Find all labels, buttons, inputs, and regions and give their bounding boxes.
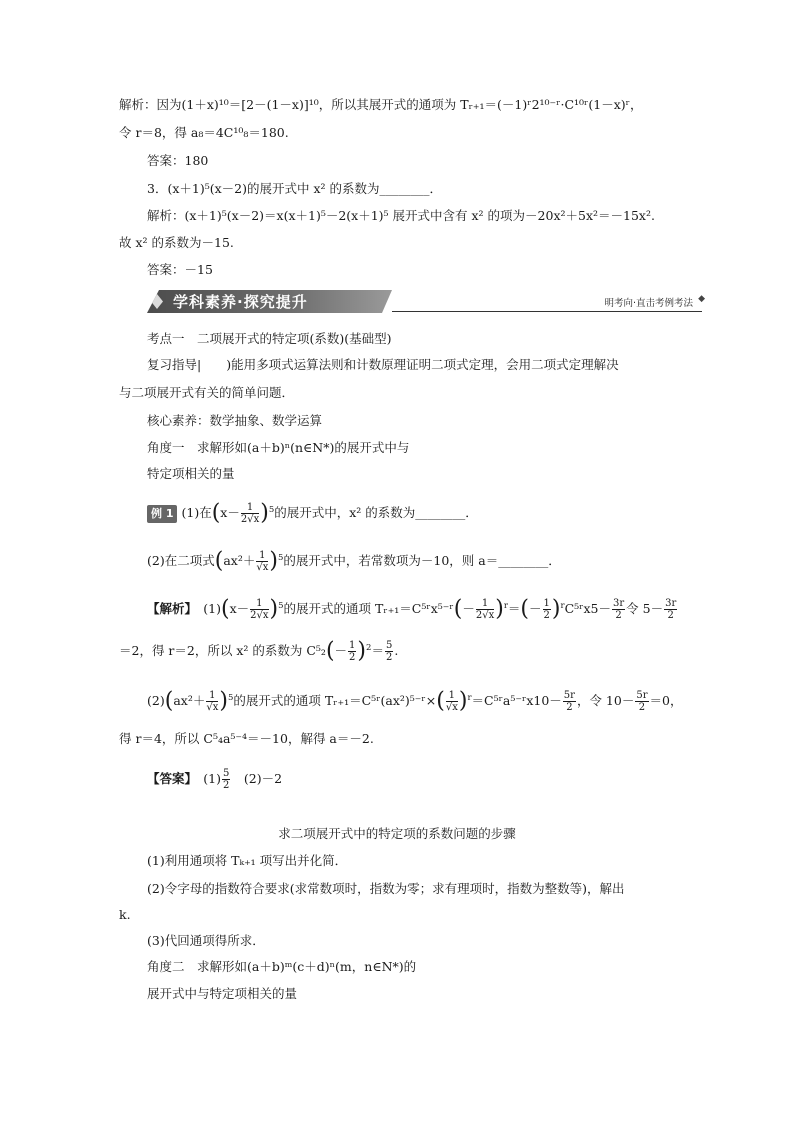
- fraction-1-over-2sqrtx: [476, 598, 494, 621]
- frac-num: 3r: [665, 598, 677, 609]
- jiexi-1-tail: C⁵ʳx5－: [564, 601, 611, 616]
- review-line1: 复习指导| )能用多项式运算法则和计数原理证明二项式定理，会用二项式定理解决: [147, 357, 619, 372]
- frac-num: 5: [385, 640, 393, 651]
- paren-left: (: [325, 638, 335, 664]
- paren-left: (: [214, 548, 224, 574]
- banner-title: 学科素养·探究提升: [173, 293, 308, 311]
- answer-part1: (1): [203, 771, 221, 786]
- example-q2-suffix: 的展开式中，若常数项为－10，则 a＝________．: [283, 553, 561, 568]
- ax2-plus: ax²＋: [223, 553, 256, 568]
- power-5: 5: [268, 504, 275, 515]
- frac-num: 1: [349, 640, 356, 651]
- answer-3: 答案：－15: [147, 262, 213, 277]
- frac-num: 1: [543, 598, 550, 609]
- jiexi-2-prefix: (2): [147, 693, 165, 708]
- step-2-line2: k.: [119, 907, 131, 922]
- answer-line: [147, 768, 282, 791]
- question-3: 3．(x＋1)⁵(x－2)的展开式中 x² 的系数为________．: [147, 181, 442, 196]
- frac-num: 3r: [612, 598, 625, 609]
- step-3: (3)代回通项得所求．: [147, 933, 265, 948]
- frac-num: 1: [256, 550, 268, 562]
- banner-subtitle: 明考向·直击考例考法: [604, 298, 693, 309]
- diamond-icon: ◆: [698, 294, 705, 304]
- paren-right: ): [357, 638, 367, 664]
- fraction-1-over-2sqrtx: [241, 502, 259, 525]
- frac-num: 1: [250, 598, 268, 610]
- frac-num: 1: [476, 598, 494, 610]
- frac-den: √x: [256, 562, 269, 573]
- jiexi-2-tail: ＝C⁵ʳa⁵⁻ʳx10－: [471, 693, 562, 708]
- step-1: (1)利用通项将 Tₖ₊₁ 项写出并化简．: [147, 853, 348, 868]
- jiexi-2-end2: ＝0，: [649, 693, 683, 708]
- power-5: 5: [278, 600, 284, 611]
- paren-right: ): [495, 596, 504, 622]
- section-banner: [147, 289, 707, 315]
- frac-num: 1: [446, 690, 458, 702]
- core-literacy: 核心素养：数学抽象、数学运算: [147, 413, 323, 428]
- paren-left: (: [221, 596, 230, 622]
- paren-right: ): [269, 548, 278, 574]
- fraction-5-over-2: [385, 640, 393, 663]
- fraction-1-over-sqrtx: [206, 690, 218, 713]
- minus-sign: －: [529, 601, 542, 616]
- fraction-half: [348, 640, 356, 663]
- minus-sign: －: [334, 643, 348, 658]
- frac-den: 2: [615, 610, 622, 621]
- jiexi-2-mid: 的展开式的通项 Tᵣ₊₁＝C⁵ʳ(ax²)⁵⁻ʳ×: [233, 693, 437, 708]
- frac-num: 1: [241, 502, 259, 514]
- frac-num: 1: [206, 690, 218, 702]
- angle2-line1: 角度二 求解形如(a＋b)ᵐ(c＋d)ⁿ(m，n∈N*)的: [147, 959, 417, 974]
- frac-den: 2: [543, 610, 550, 621]
- power-r: r: [467, 692, 472, 703]
- fraction-5-over-2: [222, 768, 230, 791]
- paren-left: (: [211, 500, 221, 526]
- fraction-3-over-2: [664, 598, 677, 621]
- step-2-line1: (2)令字母的指数符合要求(求常数项时，指数为零；求有理项时，指数为整数等)，解出: [147, 881, 625, 896]
- frac-den: 2: [667, 610, 674, 621]
- paren-left: (: [453, 596, 463, 622]
- paren-right: ): [219, 688, 228, 714]
- angle1-line1: 角度一 求解形如(a＋b)ⁿ(n∈N*)的展开式中与: [147, 440, 410, 455]
- summary-title: 求二项展开式中的特定项的系数问题的步骤: [278, 826, 516, 841]
- x-minus: x－: [220, 505, 240, 520]
- jiexi-2-line1: [147, 690, 682, 713]
- fraction-1-over-2sqrtx: [250, 598, 268, 621]
- frac-num: 5r: [636, 690, 648, 701]
- power-r: r: [503, 600, 508, 611]
- banner-rule: [392, 311, 702, 312]
- x-minus: x－: [229, 601, 250, 616]
- jiexi-1-line1: 【解析】 (1)(x－ $\frac{1}{2√x}$ )$^5$的展开式的通项 Tᵣ₊₁＝C⁵ʳx⁵⁻ʳ(－ $\frac{1}{2√x}$ )$^r$＝(－ $\frac{1}{2}$ )$^r$C⁵ʳx5－ $\frac{3r}{2}$ 令 5－ $\frac{3r}{2}$: [147, 596, 677, 622]
- frac-den: 2√x: [240, 514, 260, 525]
- paren-right: ): [551, 596, 561, 622]
- minus-sign: －: [462, 601, 475, 616]
- example-q2-prefix: (2)在二项式: [147, 553, 215, 568]
- jiexi-1-prefix: (1): [203, 601, 221, 616]
- frac-den: √x: [206, 702, 219, 713]
- jiexi-label: 【解析】: [147, 601, 191, 616]
- jiexi-1-line2: ＝2，得 r＝2，所以 x² 的系数为 C⁵₂(－ $\frac{1}{2}$ )$^2$＝ $\frac{5}{2}$ .: [119, 638, 399, 664]
- power-2: 2: [366, 642, 372, 653]
- review-line2: 与二项展开式有关的简单问题．: [119, 385, 295, 400]
- answer-a: 答案：180: [147, 153, 209, 168]
- frac-den: √x: [445, 702, 458, 713]
- equals: ＝: [371, 643, 384, 658]
- frac-den: 2: [638, 702, 646, 713]
- fraction-1-over-sqrtx: [256, 550, 268, 573]
- jiexi-1-line2-start: ＝2，得 r＝2，所以 x² 的系数为 C⁵₂: [119, 643, 326, 658]
- fraction-half: [543, 598, 551, 621]
- frac-den: 2: [223, 780, 230, 791]
- frac-num: 5: [223, 768, 230, 779]
- frac-num: 5r: [563, 690, 575, 701]
- solution-a-line1: 解析：因为(1＋x)¹⁰＝[2－(1－x)]¹⁰，所以其展开式的通项为 Tᵣ₊₁＝(－1)ʳ2¹⁰⁻ʳ·C¹⁰ʳ(1－x)ʳ，: [119, 97, 643, 112]
- solution-3-line1: 解析：(x＋1)⁵(x－2)＝x(x＋1)⁵－2(x＋1)⁵ 展开式中含有 x² 的项为－20x²＋5x²＝－15x².: [147, 208, 655, 223]
- frac-den: 2√x: [475, 610, 495, 621]
- ax2-plus: ax²＋: [173, 693, 206, 708]
- fraction-5r-over-2: [563, 690, 576, 713]
- paren-right: ): [269, 596, 279, 622]
- paren-left: (: [520, 596, 529, 622]
- power-5: 5: [277, 552, 284, 563]
- example-q1-prefix: (1)在: [181, 505, 212, 520]
- angle1-line2: 特定项相关的量: [147, 466, 235, 481]
- paren-right: ): [260, 500, 269, 526]
- fraction-1-over-sqrtx: [446, 690, 458, 713]
- answer-label: 【答案】: [147, 771, 191, 786]
- frac-den: 2√x: [250, 610, 269, 621]
- fraction-3r-over-2: [612, 598, 625, 621]
- frac-den: 2: [349, 652, 356, 663]
- frac-den: 2: [566, 702, 573, 713]
- paren-right: ): [458, 688, 468, 714]
- fraction-5r-over-2: [635, 690, 648, 713]
- jiexi-2-line2: 得 r＝4，所以 C⁵₄a⁵⁻⁴＝－10，解得 a＝－2.: [119, 731, 374, 746]
- example-q1: [147, 502, 478, 525]
- angle2-line2: 展开式中与特定项相关的量: [147, 986, 298, 1001]
- example-tag: 例 1: [147, 505, 177, 523]
- kaodian-heading: 考点一 二项展开式的特定项(系数)(基础型): [147, 331, 392, 346]
- solution-a-line2: 令 r＝8，得 a₈＝4C¹⁰₈＝180.: [119, 125, 289, 140]
- frac-den: 2: [385, 652, 393, 663]
- answer-part2: (2)－2: [243, 771, 283, 786]
- jiexi-2-end: ，令 10－: [576, 693, 635, 708]
- paren-left: (: [164, 688, 174, 714]
- example-q2: [147, 550, 561, 573]
- paren-left: (: [436, 688, 445, 714]
- power-r: r: [560, 600, 565, 611]
- solution-3-line2: 故 x² 的系数为－15.: [119, 235, 234, 250]
- power-5: 5: [227, 692, 234, 703]
- jiexi-1-end: 令 5－: [626, 601, 664, 616]
- jiexi-1-mid: 的展开式的通项 Tᵣ₊₁＝C⁵ʳx⁵⁻ʳ: [283, 601, 454, 616]
- example-q1-suffix: 的展开式中，x² 的系数为________．: [274, 505, 478, 520]
